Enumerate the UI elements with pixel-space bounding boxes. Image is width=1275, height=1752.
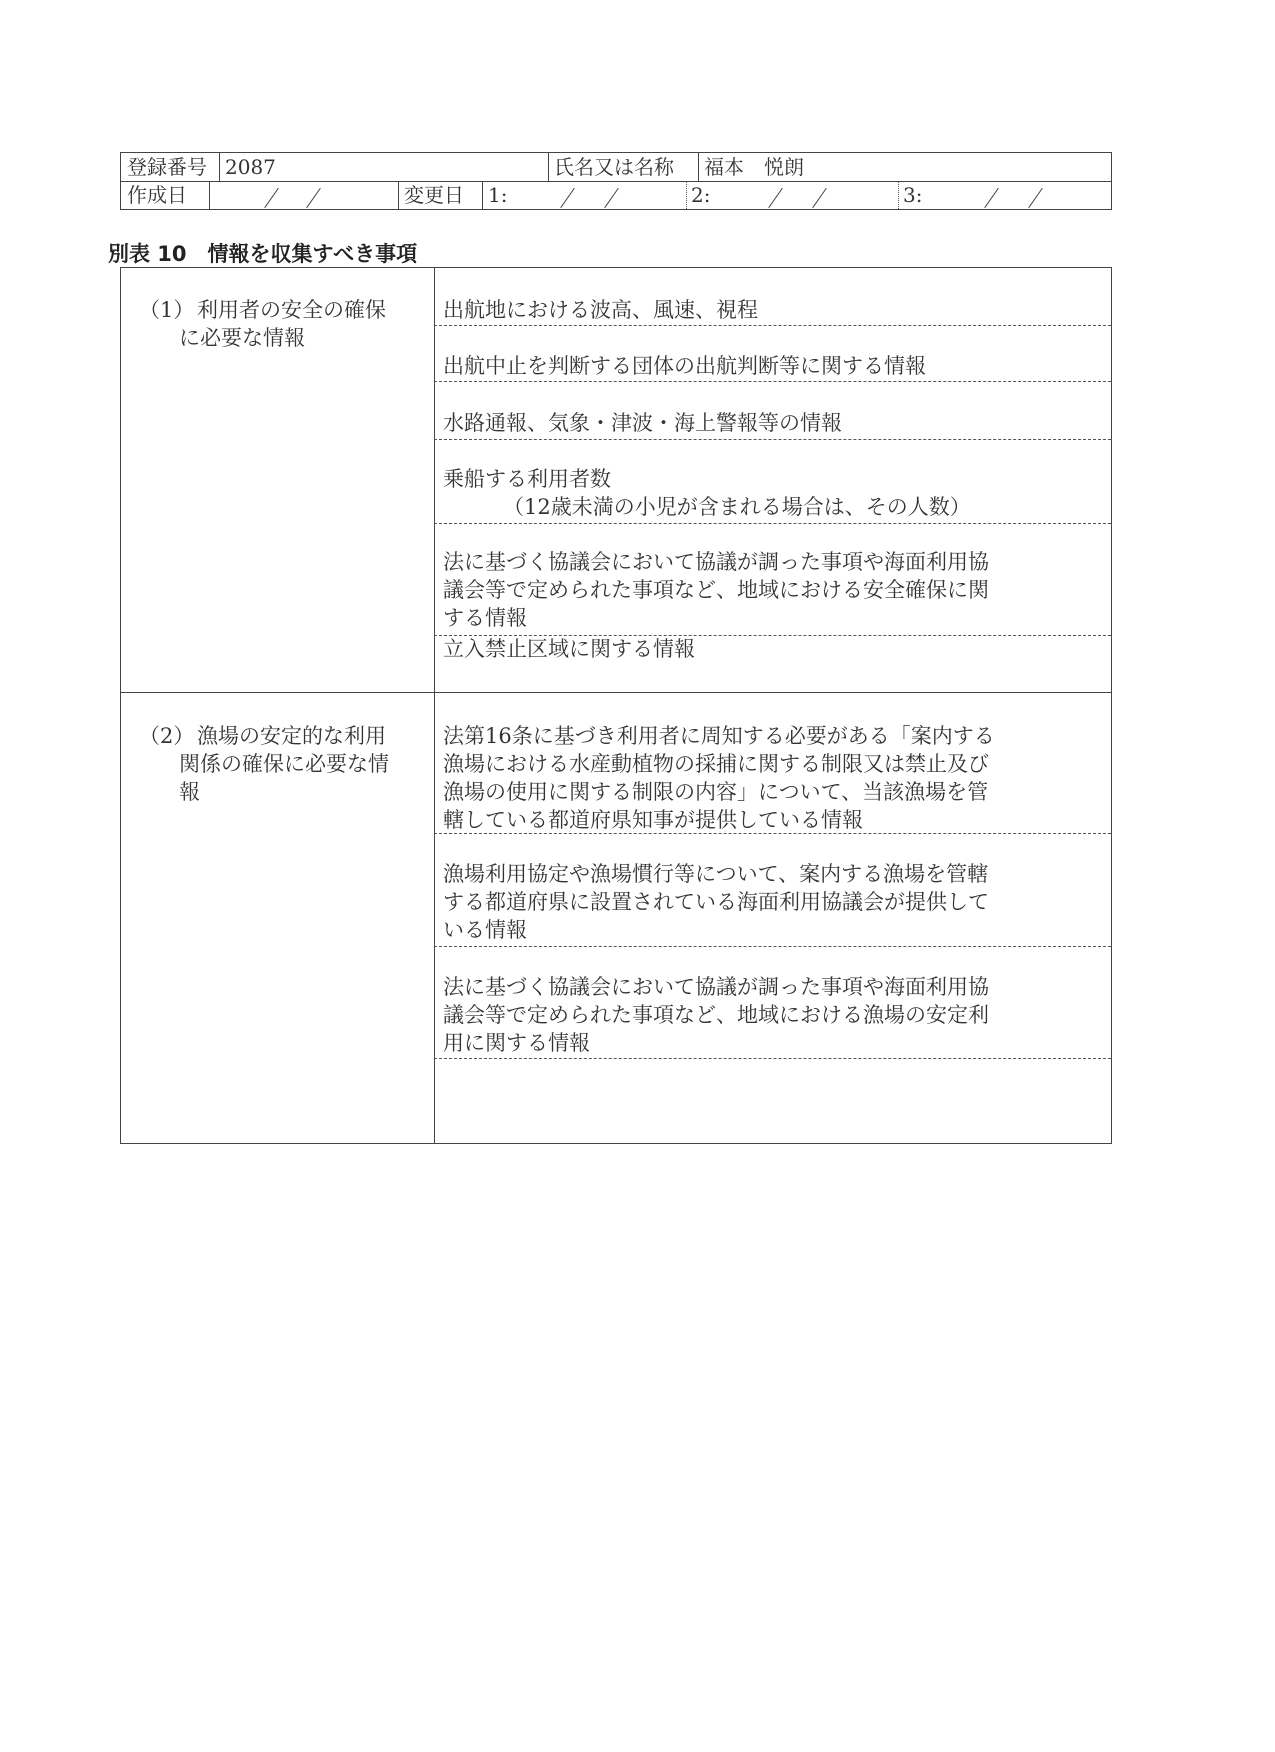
cell-divider bbox=[482, 181, 483, 209]
item-text: いる情報 bbox=[443, 918, 527, 942]
change-3-label: 3: bbox=[903, 183, 923, 207]
cell-divider bbox=[398, 181, 399, 209]
section-1-number: （1） bbox=[139, 298, 195, 322]
section-2-label-line3: 報 bbox=[179, 780, 200, 804]
item-text: する都道府県に設置されている海面利用協議会が提供して bbox=[443, 890, 989, 914]
item-text: 漁場利用協定や漁場慣行等について、案内する漁場を管轄 bbox=[443, 862, 989, 886]
item-text: 法に基づく協議会において協議が調った事項や海面利用協 bbox=[443, 975, 989, 999]
section-1-item-2 bbox=[443, 352, 1107, 380]
item-text: 出航地における波高、風速、視程 bbox=[443, 298, 758, 322]
table-title: 別表 10 情報を収集すべき事項 bbox=[108, 242, 418, 266]
cell-divider bbox=[548, 153, 549, 181]
dotted-divider bbox=[686, 181, 687, 209]
section-divider bbox=[121, 692, 1111, 693]
changed-date-label: 変更日 bbox=[404, 183, 464, 207]
item-text: 立入禁止区域に関する情報 bbox=[443, 637, 695, 661]
section-1-item-3 bbox=[443, 409, 1107, 437]
dates-row bbox=[121, 181, 1111, 209]
cell-divider bbox=[209, 181, 210, 209]
section-2-item-2 bbox=[443, 860, 1107, 944]
item-text: 議会等で定められた事項など、地域における漁場の安定利 bbox=[443, 1003, 989, 1027]
dashed-separator bbox=[434, 833, 1111, 834]
registration-table bbox=[120, 152, 1112, 210]
dashed-separator bbox=[434, 946, 1111, 947]
created-date-label: 作成日 bbox=[127, 183, 187, 207]
dashed-separator bbox=[434, 381, 1111, 382]
section-1-label-line1: 利用者の安全の確保 bbox=[197, 298, 386, 322]
section-2-item-3 bbox=[443, 973, 1107, 1057]
item-text: 乗船する利用者数 bbox=[443, 467, 611, 491]
change-1-label: 1: bbox=[488, 183, 508, 207]
item-text: 水路通報、気象・津波・海上警報等の情報 bbox=[443, 411, 842, 435]
name-label: 氏名又は名称 bbox=[554, 155, 674, 179]
item-text: 法に基づく協議会において協議が調った事項や海面利用協 bbox=[443, 550, 989, 574]
cell-divider bbox=[698, 153, 699, 181]
created-date-blank bbox=[261, 181, 325, 209]
section-2-item-1 bbox=[443, 722, 1107, 834]
section-2-label-line1: 漁場の安定的な利用 bbox=[197, 724, 386, 748]
section-1-category bbox=[139, 296, 429, 352]
registration-row bbox=[121, 153, 1111, 182]
change-3-blank bbox=[981, 181, 1047, 209]
item-text: 漁場における水産動植物の採捕に関する制限又は禁止及び bbox=[443, 752, 989, 776]
registration-number-label: 登録番号 bbox=[127, 155, 207, 179]
item-text: 漁場の使用に関する制限の内容」について、当該漁場を管 bbox=[443, 780, 989, 804]
item-text: する情報 bbox=[443, 606, 527, 630]
section-2-category bbox=[139, 722, 429, 806]
section-1-item-6 bbox=[443, 635, 1107, 663]
item-text: 轄している都道府県知事が提供している情報 bbox=[443, 808, 863, 832]
section-1-item-1 bbox=[443, 296, 1107, 324]
item-text: （12歳未満の小児が含まれる場合は、その人数） bbox=[503, 495, 971, 519]
info-table bbox=[120, 267, 1112, 1144]
dotted-divider bbox=[898, 181, 899, 209]
section-1-label-line2: に必要な情報 bbox=[179, 326, 305, 350]
registration-number-value: 2087 bbox=[225, 155, 276, 179]
dashed-separator bbox=[434, 325, 1111, 326]
section-2-label-line2: 関係の確保に必要な情 bbox=[179, 752, 389, 776]
column-divider bbox=[434, 268, 435, 1143]
item-text: 法第16条に基づき利用者に周知する必要がある「案内する bbox=[443, 724, 995, 748]
dashed-separator bbox=[434, 523, 1111, 524]
change-1-blank bbox=[557, 181, 623, 209]
dashed-separator bbox=[434, 439, 1111, 440]
section-1-item-4 bbox=[443, 465, 1107, 521]
section-2-number: （2） bbox=[139, 724, 195, 748]
change-2-blank bbox=[765, 181, 831, 209]
change-2-label: 2: bbox=[691, 183, 711, 207]
section-1-item-5 bbox=[443, 548, 1107, 632]
dashed-separator bbox=[434, 1058, 1111, 1059]
name-value: 福本 悦朗 bbox=[704, 155, 804, 179]
cell-divider bbox=[219, 153, 220, 181]
item-text: 議会等で定められた事項など、地域における安全確保に関 bbox=[443, 578, 989, 602]
item-text: 用に関する情報 bbox=[443, 1031, 590, 1055]
item-text: 出航中止を判断する団体の出航判断等に関する情報 bbox=[443, 354, 926, 378]
